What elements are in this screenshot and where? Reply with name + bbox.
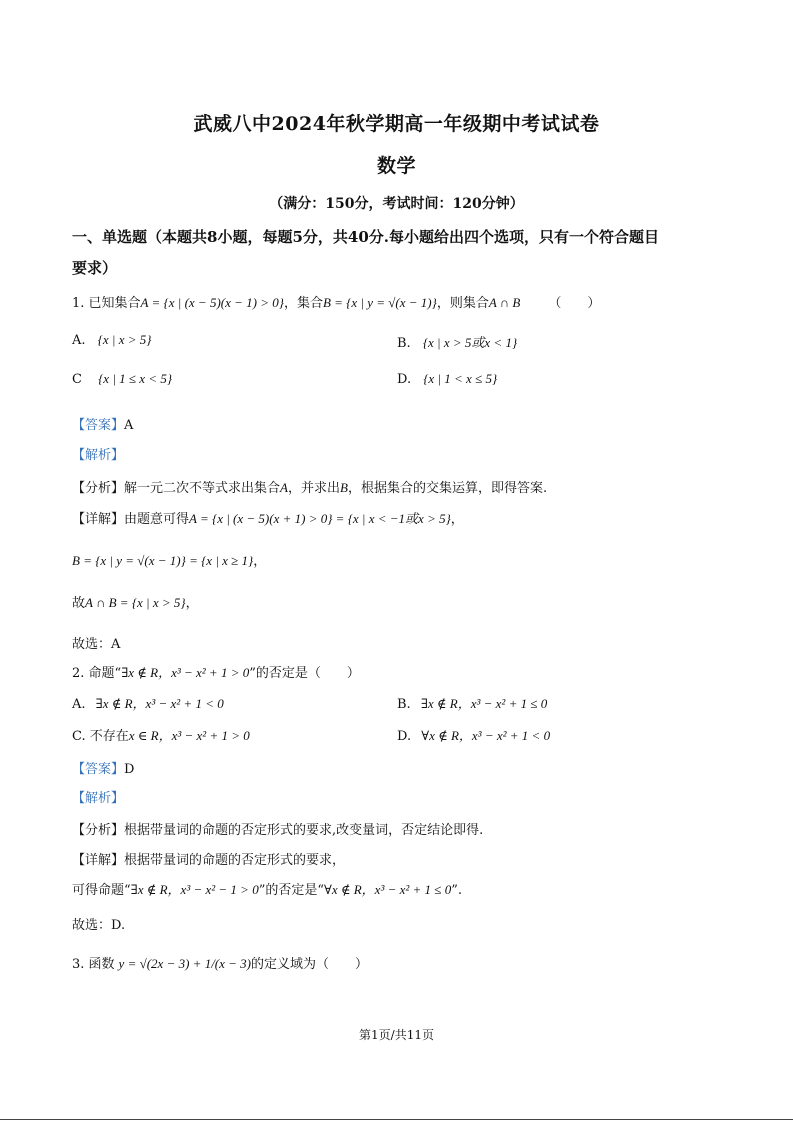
q1-answer-value: A: [124, 418, 134, 433]
subject-title: 数学: [376, 155, 416, 177]
q1-line-b-expr: B = {x | y = √(x − 1)} = {x | x ≥ 1}: [72, 553, 254, 568]
q2-fenxi: [72, 819, 483, 838]
q2-option-d-label: D.: [397, 729, 412, 744]
q2-stem-expr: ∃x ∉ R，x³ − x² + 1 > 0: [121, 665, 250, 680]
q1-expr: A ∩ B: [488, 295, 521, 310]
q1-option-a-label: A.: [72, 333, 86, 348]
q2-option-d-text: ∀x ∉ R，x³ − x² + 1 < 0: [421, 728, 551, 743]
q1-fenxi-b: B: [340, 480, 348, 495]
q1-option-d-text: {x | 1 < x ≤ 5}: [423, 371, 498, 386]
q1-fenxi-text2: ，并求出: [287, 481, 340, 496]
q2-option-a: [72, 693, 224, 712]
q1-fenxi-tag: 【分析】: [72, 481, 125, 496]
q1-option-b-label: B.: [397, 336, 411, 351]
q2-analysis-tag: 【解析】: [72, 791, 125, 806]
question-3-stem: [72, 953, 368, 972]
q1-option-b: [397, 332, 517, 351]
q1-detail-end: ，: [450, 512, 464, 527]
q1-set-a: A = {x | (x − 5)(x − 1) > 0}: [140, 295, 284, 310]
q2-detail: [72, 849, 345, 868]
q3-stem-expr: y = √(2x − 3) + 1/(x − 3): [118, 956, 252, 971]
q1-option-d: [397, 371, 497, 387]
q2-derive-expr1: ∃x ∉ R，x³ − x² − 1 > 0: [130, 882, 259, 897]
q2-fenxi-text: 根据带量词的命题的否定形式的要求,改变量词，否定结论即得.: [124, 823, 484, 838]
q1-fenxi: [72, 477, 547, 496]
q2-option-d: [397, 725, 550, 744]
q2-stem-suffix: ”的否定是（ ）: [249, 666, 360, 681]
q1-option-c-label: C: [72, 372, 82, 387]
q1-option-c: [72, 371, 172, 387]
q2-option-b-label: B.: [397, 697, 411, 712]
q1-detail-text: 由题意可得: [124, 512, 190, 527]
q1-line-ab-prefix: 故: [72, 596, 86, 611]
q2-derive-end: ”.: [451, 883, 462, 898]
q1-line-b: [72, 550, 266, 569]
exam-title: 武威八中2024年秋学期高一年级期中考试试卷: [193, 113, 600, 135]
q2-option-a-text: ∃x ∉ R，x³ − x² + 1 < 0: [95, 696, 224, 711]
q2-derive-prefix: 可得命题“: [72, 883, 131, 898]
q2-derivation: [72, 879, 462, 898]
question-1-stem: [72, 292, 600, 311]
q1-fenxi-text3: ，根据集合的交集运算，即得答案.: [347, 481, 548, 496]
page-number: 第1页/共11页: [359, 1028, 434, 1042]
q1-stem-prefix: 1. 已知集合: [72, 296, 141, 311]
q1-line-b-end: ，: [253, 554, 267, 569]
q2-detail-text: 根据带量词的命题的否定形式的要求，: [124, 853, 346, 868]
q1-option-c-text: {x | 1 ≤ x < 5}: [98, 371, 173, 386]
q1-analysis-tag: 【解析】: [72, 448, 125, 463]
q1-option-b-text: {x | x > 5或x < 1}: [422, 335, 518, 350]
q1-stem-mid: ，集合: [283, 296, 323, 311]
q2-derive-expr2: ∀x ∉ R，x³ − x² + 1 ≤ 0: [324, 882, 452, 897]
q1-answer-tag: 【答案】: [72, 418, 125, 433]
q2-choose: 故选：D.: [72, 918, 126, 933]
q1-stem-mid2: ，则集合: [436, 296, 489, 311]
q1-choose: 故选：A: [72, 637, 121, 652]
q1-detail-tag: 【详解】: [72, 512, 125, 527]
q2-answer: [72, 758, 134, 777]
q2-option-c-text: x ∈ R，x³ − x² + 1 > 0: [128, 728, 250, 743]
q2-derive-mid: ”的否定是“: [258, 883, 324, 898]
q1-option-a-text: {x | x > 5}: [97, 332, 152, 347]
question-2-stem: [72, 662, 360, 681]
q1-line-ab: [72, 592, 199, 611]
q1-line-ab-expr: A ∩ B = {x | x > 5}: [85, 595, 186, 610]
q3-stem-prefix: 3. 函数: [72, 957, 115, 972]
exam-info: （满分：150分，考试时间：120分钟）: [269, 196, 524, 212]
q2-option-a-label: A.: [72, 697, 86, 712]
section-heading-line2: 要求）: [72, 259, 118, 277]
q1-blank: （ ）: [548, 296, 601, 311]
q1-detail: [72, 508, 464, 527]
q2-fenxi-tag: 【分析】: [72, 823, 125, 838]
bottom-divider: [0, 1119, 793, 1120]
q2-option-c-label: C. 不存在: [72, 729, 129, 744]
q1-answer: [72, 414, 133, 433]
q1-fenxi-text1: 解一元二次不等式求出集合: [124, 481, 281, 496]
q3-stem-suffix: 的定义域为（ ）: [251, 957, 369, 972]
q1-detail-expr: A = {x | (x − 5)(x + 1) > 0} = {x | x < −1或x > 5}: [189, 511, 451, 526]
q1-option-a: [72, 332, 151, 348]
q1-set-b: B = {x | y = √(x − 1)}: [322, 295, 437, 310]
q1-option-d-label: D.: [397, 372, 412, 387]
q2-detail-tag: 【详解】: [72, 853, 125, 868]
q2-option-c: [72, 725, 250, 744]
q2-answer-value: D: [124, 762, 135, 777]
q2-stem-prefix: 2. 命题“: [72, 666, 122, 681]
q1-line-ab-end: ，: [185, 596, 199, 611]
section-heading-line1: 一、单选题（本题共8小题，每题5分，共40分.每小题给出四个选项，只有一个符合题目: [72, 228, 659, 246]
q1-fenxi-a: A: [280, 480, 288, 495]
q2-answer-tag: 【答案】: [72, 762, 125, 777]
q2-option-b-text: ∃x ∉ R，x³ − x² + 1 ≤ 0: [420, 696, 548, 711]
q2-option-b: [397, 693, 547, 712]
